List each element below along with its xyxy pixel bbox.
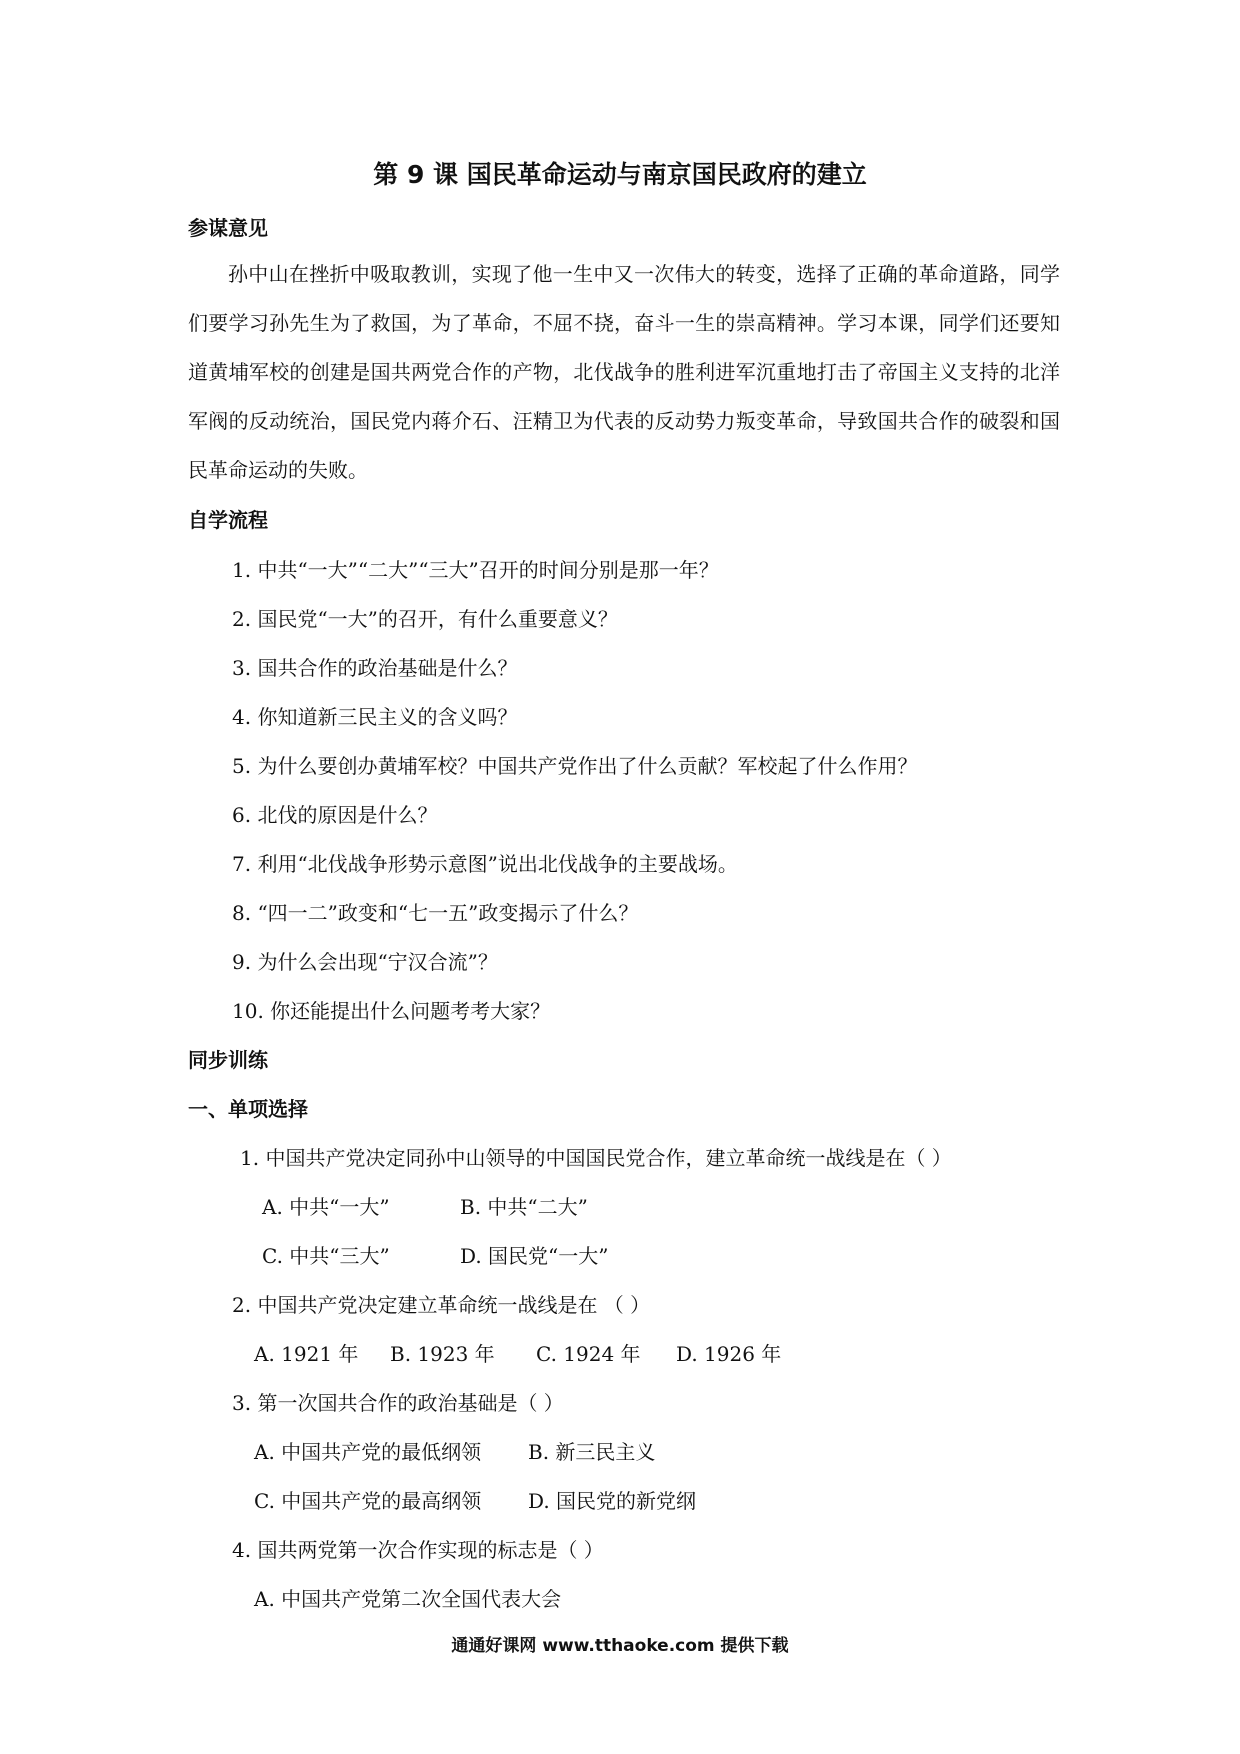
- self-study-item: 8. “四一二”政变和“七一五”政变揭示了什么？: [232, 901, 639, 925]
- question-option: A. 中国共产党的最低纲领: [254, 1440, 482, 1464]
- self-study-item: 7. 利用“北伐战争形势示意图”说出北伐战争的主要战场。: [232, 852, 738, 876]
- question-option: A. 中国共产党第二次全国代表大会: [254, 1587, 562, 1611]
- self-study-item: 1. 中共“一大”“二大”“三大”召开的时间分别是那一年？: [232, 558, 719, 582]
- question-option: B. 中共“二大”: [460, 1195, 588, 1219]
- question-option: B. 新三民主义: [528, 1440, 656, 1464]
- self-study-item: 3. 国共合作的政治基础是什么？: [232, 656, 518, 680]
- page-footer: 通通好课网 www.tthaoke.com 提供下载: [451, 1636, 789, 1656]
- advice-paragraph: 孙中山在挫折中吸取教训，实现了他一生中又一次伟大的转变，选择了正确的革命道路，同学们要学习孙先生为了救国，为了革命，不屈不挠，奋斗一生的崇高精神。学习本课，同学们还要知道黄埔军校的创建是国共两党合作的产物，北伐战争的胜利进军沉重地打击了帝国主义支持的北洋军阀的反动统治，国民党内蒋介石、汪精卫为代表的反动势力叛变革命，导致国共合作的破裂和国民革命运动的失败。: [188, 262, 1060, 482]
- question-stem: 2. 中国共产党决定建立革命统一战线是在 （ ）: [232, 1293, 651, 1317]
- self-study-item: 6. 北伐的原因是什么？: [232, 803, 438, 827]
- self-study-heading: 自学流程: [188, 508, 268, 532]
- document-title: 第 9 课 国民革命运动与南京国民政府的建立: [373, 160, 867, 189]
- question-option: B. 1923 年: [390, 1342, 495, 1366]
- self-study-item: 4. 你知道新三民主义的含义吗？: [232, 705, 518, 729]
- practice-heading: 同步训练: [188, 1048, 268, 1072]
- question-stem: 3. 第一次国共合作的政治基础是（ ）: [232, 1391, 564, 1415]
- question-option: C. 1924 年: [536, 1342, 641, 1366]
- question-stem: 4. 国共两党第一次合作实现的标志是（ ）: [232, 1538, 604, 1562]
- question-option: D. 国民党的新党纲: [528, 1489, 697, 1513]
- self-study-item: 5. 为什么要创办黄埔军校？中国共产党作出了什么贡献？军校起了什么作用？: [232, 754, 918, 778]
- question-option: C. 中共“三大”: [262, 1244, 390, 1268]
- self-study-item: 10. 你还能提出什么问题考考大家？: [232, 999, 551, 1023]
- self-study-item: 2. 国民党“一大”的召开，有什么重要意义？: [232, 607, 618, 631]
- advice-heading: 参谋意见: [188, 216, 268, 240]
- question-option: D. 1926 年: [676, 1342, 782, 1366]
- question-option: A. 中共“一大”: [262, 1195, 390, 1219]
- question-option: C. 中国共产党的最高纲领: [254, 1489, 482, 1513]
- question-option: A. 1921 年: [254, 1342, 359, 1366]
- question-stem: 1. 中国共产党决定同孙中山领导的中国国民党合作，建立革命统一战线是在（ ）: [240, 1146, 952, 1170]
- practice-subheading: 一、单项选择: [188, 1097, 308, 1121]
- question-option: D. 国民党“一大”: [460, 1244, 609, 1268]
- self-study-item: 9. 为什么会出现“宁汉合流”？: [232, 950, 498, 974]
